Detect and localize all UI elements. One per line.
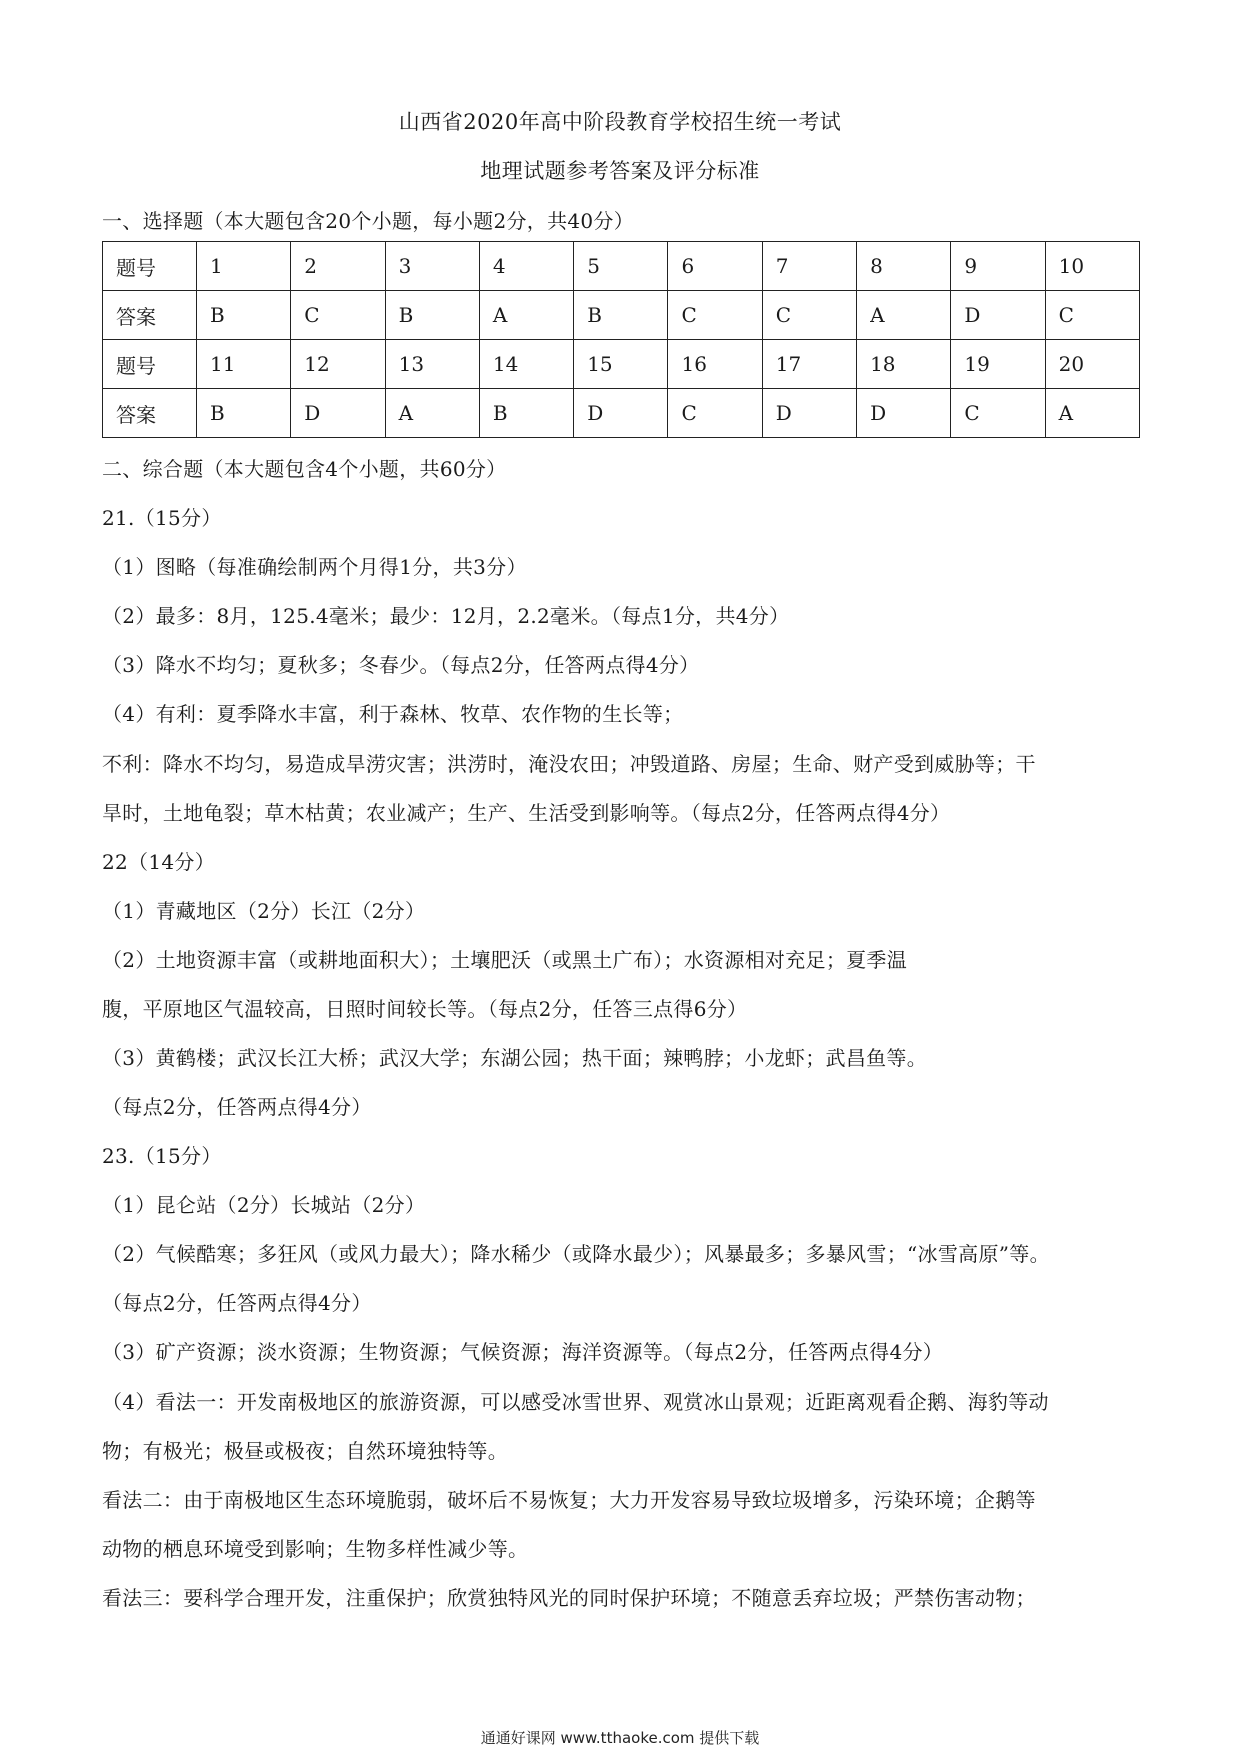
answer-cell: C xyxy=(291,291,385,340)
answer-cell: A xyxy=(385,389,479,438)
q21-part1: （1）图略（每准确绘制两个月得1分，共3分） xyxy=(102,555,527,579)
table-row-numbers-1 xyxy=(103,242,1140,291)
q21-part2: （2）最多：8月，125.4毫米；最少：12月，2.2毫米。（每点1分，共4分） xyxy=(102,604,790,628)
q21-title: 21.（15分） xyxy=(102,506,222,530)
section2-heading: 二、综合题（本大题包含4个小题，共60分） xyxy=(102,457,507,481)
number-cell: 17 xyxy=(762,340,856,389)
answer-cell: B xyxy=(479,389,573,438)
q22-part2: （2）土地资源丰富（或耕地面积大）；土壤肥沃（或黑土广布）；水资源相对充足；夏季温 xyxy=(102,948,908,972)
number-cell: 8 xyxy=(857,242,951,291)
number-cell: 18 xyxy=(857,340,951,389)
number-cell: 20 xyxy=(1045,340,1139,389)
answer-cell: D xyxy=(857,389,951,438)
table-row-answers-1 xyxy=(103,291,1140,340)
q23-title: 23.（15分） xyxy=(102,1144,222,1168)
answer-cell: C xyxy=(668,389,762,438)
q23-part2-cont: （每点2分，任答两点得4分） xyxy=(102,1291,372,1315)
label-cell-number: 题号 xyxy=(103,340,197,389)
answer-cell: B xyxy=(574,291,668,340)
answer-cell: B xyxy=(197,389,291,438)
q23-view2: 看法二：由于南极地区生态环境脆弱，破坏后不易恢复；大力开发容易导致垃圾增多，污染环境；企鹅等 xyxy=(102,1488,1036,1512)
label-cell-answer: 答案 xyxy=(103,291,197,340)
answer-cell: B xyxy=(385,291,479,340)
number-cell: 7 xyxy=(762,242,856,291)
table-row-answers-2 xyxy=(103,389,1140,438)
q21-part4-cont1: 不利：降水不均匀，易造成旱涝灾害；洪涝时，淹没农田；冲毁道路、房屋；生命、财产受到威胁等；干 xyxy=(102,752,1036,776)
q22-title: 22（14分） xyxy=(102,850,215,874)
page-subtitle: 地理试题参考答案及评分标准 xyxy=(480,159,760,183)
table-row-numbers-2 xyxy=(103,340,1140,389)
label-cell-number: 题号 xyxy=(103,242,197,291)
q22-part3-cont: （每点2分，任答两点得4分） xyxy=(102,1095,372,1119)
answer-cell: A xyxy=(857,291,951,340)
number-cell: 13 xyxy=(385,340,479,389)
q22-part2-cont: 腹，平原地区气温较高，日照时间较长等。（每点2分，任答三点得6分） xyxy=(102,997,748,1021)
answer-cell: B xyxy=(197,291,291,340)
footer-watermark: 通通好课网 www.tthaoke.com 提供下载 xyxy=(480,1729,760,1747)
number-cell: 6 xyxy=(668,242,762,291)
answer-cell: D xyxy=(291,389,385,438)
page-title: 山西省2020年高中阶段教育学校招生统一考试 xyxy=(398,110,842,134)
number-cell: 5 xyxy=(574,242,668,291)
answer-cell: C xyxy=(668,291,762,340)
number-cell: 1 xyxy=(197,242,291,291)
q22-part1: （1）青藏地区（2分）长江（2分） xyxy=(102,899,426,923)
number-cell: 11 xyxy=(197,340,291,389)
number-cell: 3 xyxy=(385,242,479,291)
answer-cell: C xyxy=(1045,291,1139,340)
section1-heading: 一、选择题（本大题包含20个小题，每小题2分，共40分） xyxy=(102,209,635,233)
q21-part4-cont2: 旱时，土地龟裂；草木枯黄；农业减产；生产、生活受到影响等。（每点2分，任答两点得4分） xyxy=(102,801,951,825)
q23-part4: （4）看法一：开发南极地区的旅游资源，可以感受冰雪世界、观赏冰山景观；近距离观看企鹅、海豹等动 xyxy=(102,1390,1049,1414)
answer-table xyxy=(102,241,1140,438)
number-cell: 16 xyxy=(668,340,762,389)
q21-part3: （3）降水不均匀；夏秋多；冬春少。（每点2分，任答两点得4分） xyxy=(102,653,700,677)
number-cell: 19 xyxy=(951,340,1045,389)
q22-part3: （3）黄鹤楼；武汉长江大桥；武汉大学；东湖公园；热干面；辣鸭脖；小龙虾；武昌鱼等。 xyxy=(102,1046,928,1070)
number-cell: 2 xyxy=(291,242,385,291)
q23-view3: 看法三：要科学合理开发，注重保护；欣赏独特风光的同时保护环境；不随意丢弃垃圾；严禁伤害动物； xyxy=(102,1586,1036,1610)
q23-part2: （2）气候酷寒；多狂风（或风力最大）；降水稀少（或降水最少）；风暴最多；多暴风雪；“冰雪高原”等。 xyxy=(102,1242,1050,1266)
answer-cell: D xyxy=(574,389,668,438)
answer-cell: A xyxy=(1045,389,1139,438)
label-cell-answer: 答案 xyxy=(103,389,197,438)
q23-part3: （3）矿产资源；淡水资源；生物资源；气候资源；海洋资源等。（每点2分，任答两点得4分） xyxy=(102,1340,944,1364)
q23-view2-cont: 动物的栖息环境受到影响；生物多样性减少等。 xyxy=(102,1537,529,1561)
q23-part4-cont1: 物；有极光；极昼或极夜；自然环境独特等。 xyxy=(102,1439,508,1463)
answer-cell: A xyxy=(479,291,573,340)
answer-cell: D xyxy=(762,389,856,438)
number-cell: 4 xyxy=(479,242,573,291)
q23-part1: （1）昆仑站（2分）长城站（2分） xyxy=(102,1193,426,1217)
answer-cell: C xyxy=(951,389,1045,438)
number-cell: 14 xyxy=(479,340,573,389)
number-cell: 10 xyxy=(1045,242,1139,291)
answer-cell: C xyxy=(762,291,856,340)
q21-part4: （4）有利：夏季降水丰富，利于森林、牧草、农作物的生长等； xyxy=(102,702,684,726)
number-cell: 12 xyxy=(291,340,385,389)
answer-cell: D xyxy=(951,291,1045,340)
number-cell: 9 xyxy=(951,242,1045,291)
number-cell: 15 xyxy=(574,340,668,389)
